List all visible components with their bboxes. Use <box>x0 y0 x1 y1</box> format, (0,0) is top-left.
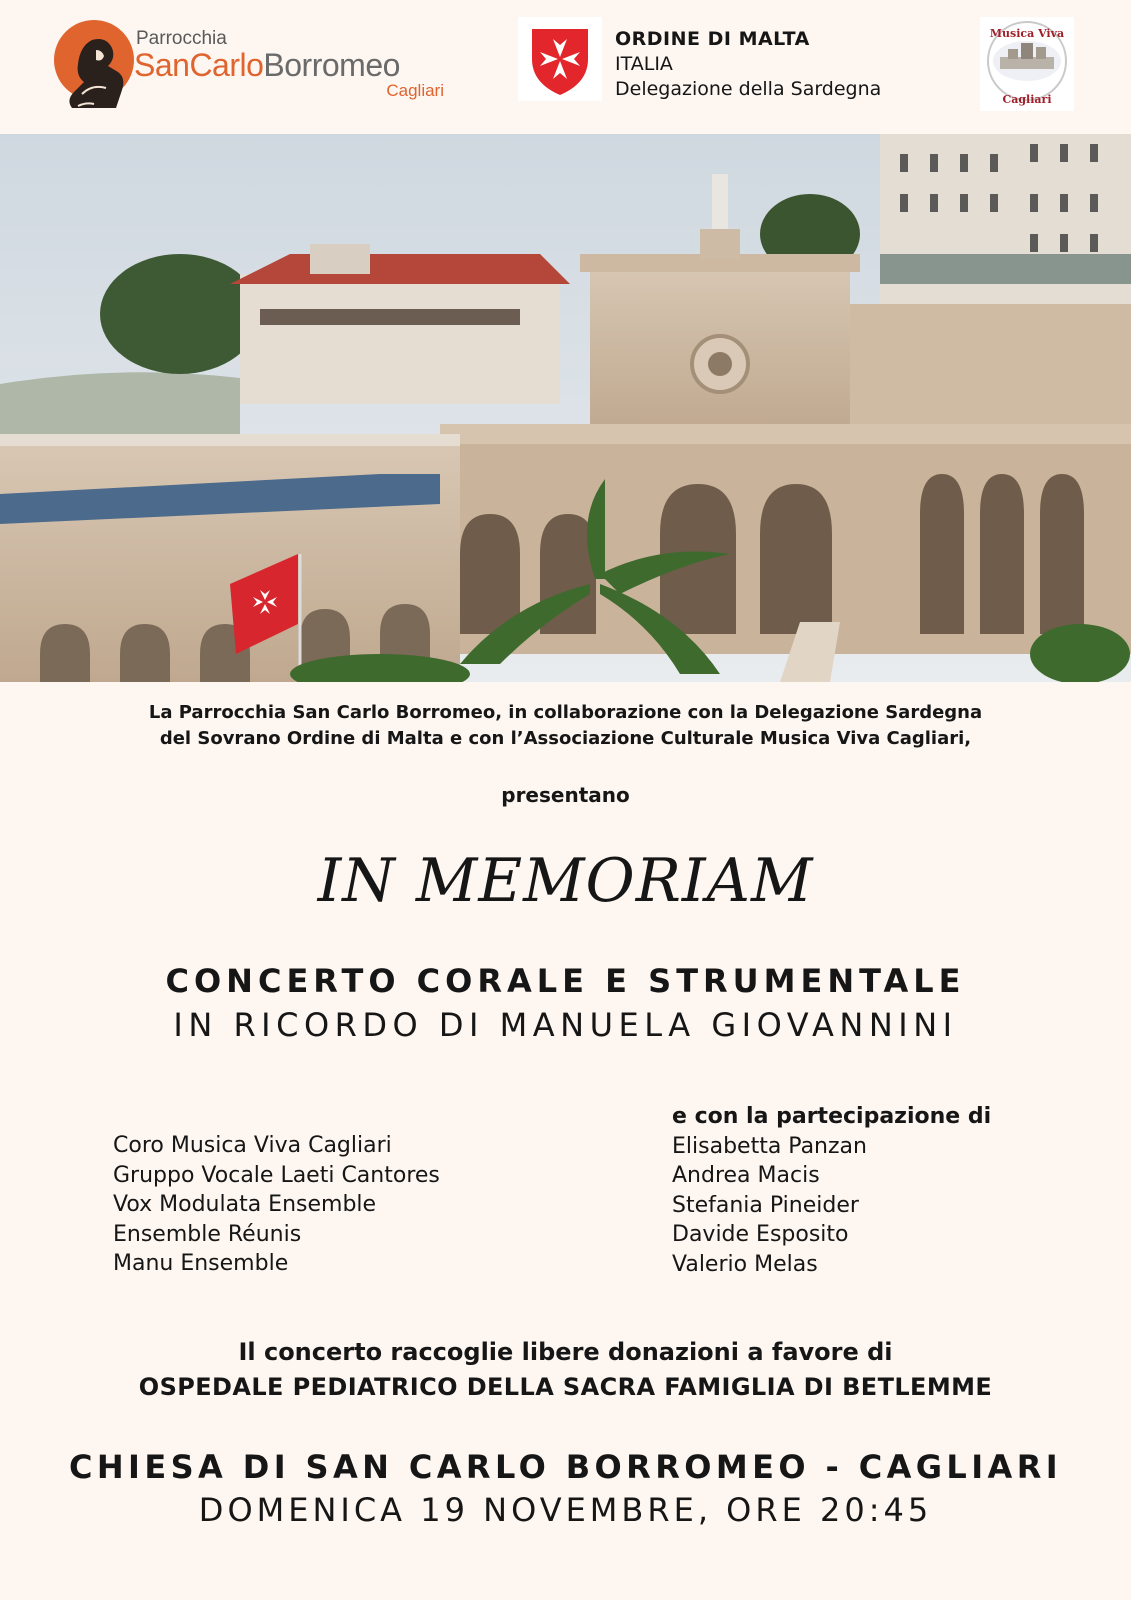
donation-line-2: OSPEDALE PEDIATRICO DELLA SACRA FAMIGLIA DI BETLEMME <box>138 1373 993 1401</box>
parish-logo-line2 <box>134 47 400 83</box>
participants-heading: e con la partecipazione di <box>672 1104 992 1129</box>
musica-viva-logo <box>980 17 1074 111</box>
list-item: Stefania Pineider <box>672 1192 859 1218</box>
malta-country: ITALIA <box>615 53 673 75</box>
malta-shield-icon <box>518 17 602 101</box>
subtitle-line-2: IN RICORDO DI MANUELA GIOVANNINI <box>173 1006 958 1044</box>
malta-header-text <box>615 27 935 102</box>
list-item: Elisabetta Panzan <box>672 1133 867 1159</box>
event-title: IN MEMORIAM <box>317 846 814 916</box>
list-item: Ensemble Réunis <box>113 1221 302 1247</box>
parish-logo-sancarlo: SanCarlo <box>134 47 264 83</box>
list-item: Coro Musica Viva Cagliari <box>113 1133 392 1158</box>
parish-logo-line1: Parrocchia <box>136 28 227 49</box>
list-item: Gruppo Vocale Laeti Cantores <box>113 1162 440 1188</box>
parish-logo-line3: Cagliari <box>386 81 444 100</box>
presentano-text: presentano <box>501 783 630 807</box>
intro-text <box>0 700 1131 752</box>
parish-logo <box>52 20 452 112</box>
subtitle-line-1: CONCERTO CORALE E STRUMENTALE <box>165 962 966 1000</box>
date-time-text: DOMENICA 19 NOVEMBRE, ORE 20:45 <box>198 1491 933 1529</box>
ensembles-list <box>113 1131 440 1279</box>
parish-logo-graphic <box>52 20 452 112</box>
malta-shield-logo <box>518 17 602 101</box>
hospital-photo-illustration <box>0 134 1131 682</box>
list-item: Andrea Macis <box>672 1163 820 1189</box>
parish-logo-borromeo: Borromeo <box>263 47 400 83</box>
list-item: Manu Ensemble <box>113 1251 289 1277</box>
musica-viva-top-text: Musica Viva <box>989 27 1065 40</box>
hospital-photo <box>0 134 1131 682</box>
list-item: Valerio Melas <box>672 1251 818 1277</box>
musica-viva-bottom-text: Cagliari <box>1002 93 1052 106</box>
musica-viva-logo-graphic <box>980 17 1074 111</box>
list-item: Vox Modulata Ensemble <box>113 1192 377 1218</box>
donation-line-1: Il concerto raccoglie libere donazioni a favore di <box>238 1338 893 1366</box>
malta-title: ORDINE DI MALTA <box>615 28 810 50</box>
intro-line-1: La Parrocchia San Carlo Borromeo, in collaborazione con la Delegazione Sardegna <box>148 702 983 723</box>
malta-delegation: Delegazione della Sardegna <box>615 78 882 100</box>
intro-line-2: del Sovrano Ordine di Malta e con l’Associazione Culturale Musica Viva Cagliari, <box>159 728 972 749</box>
list-item: Davide Esposito <box>672 1222 849 1248</box>
venue-text: CHIESA DI SAN CARLO BORROMEO - CAGLIARI <box>68 1448 1063 1486</box>
participants-list <box>672 1102 991 1280</box>
